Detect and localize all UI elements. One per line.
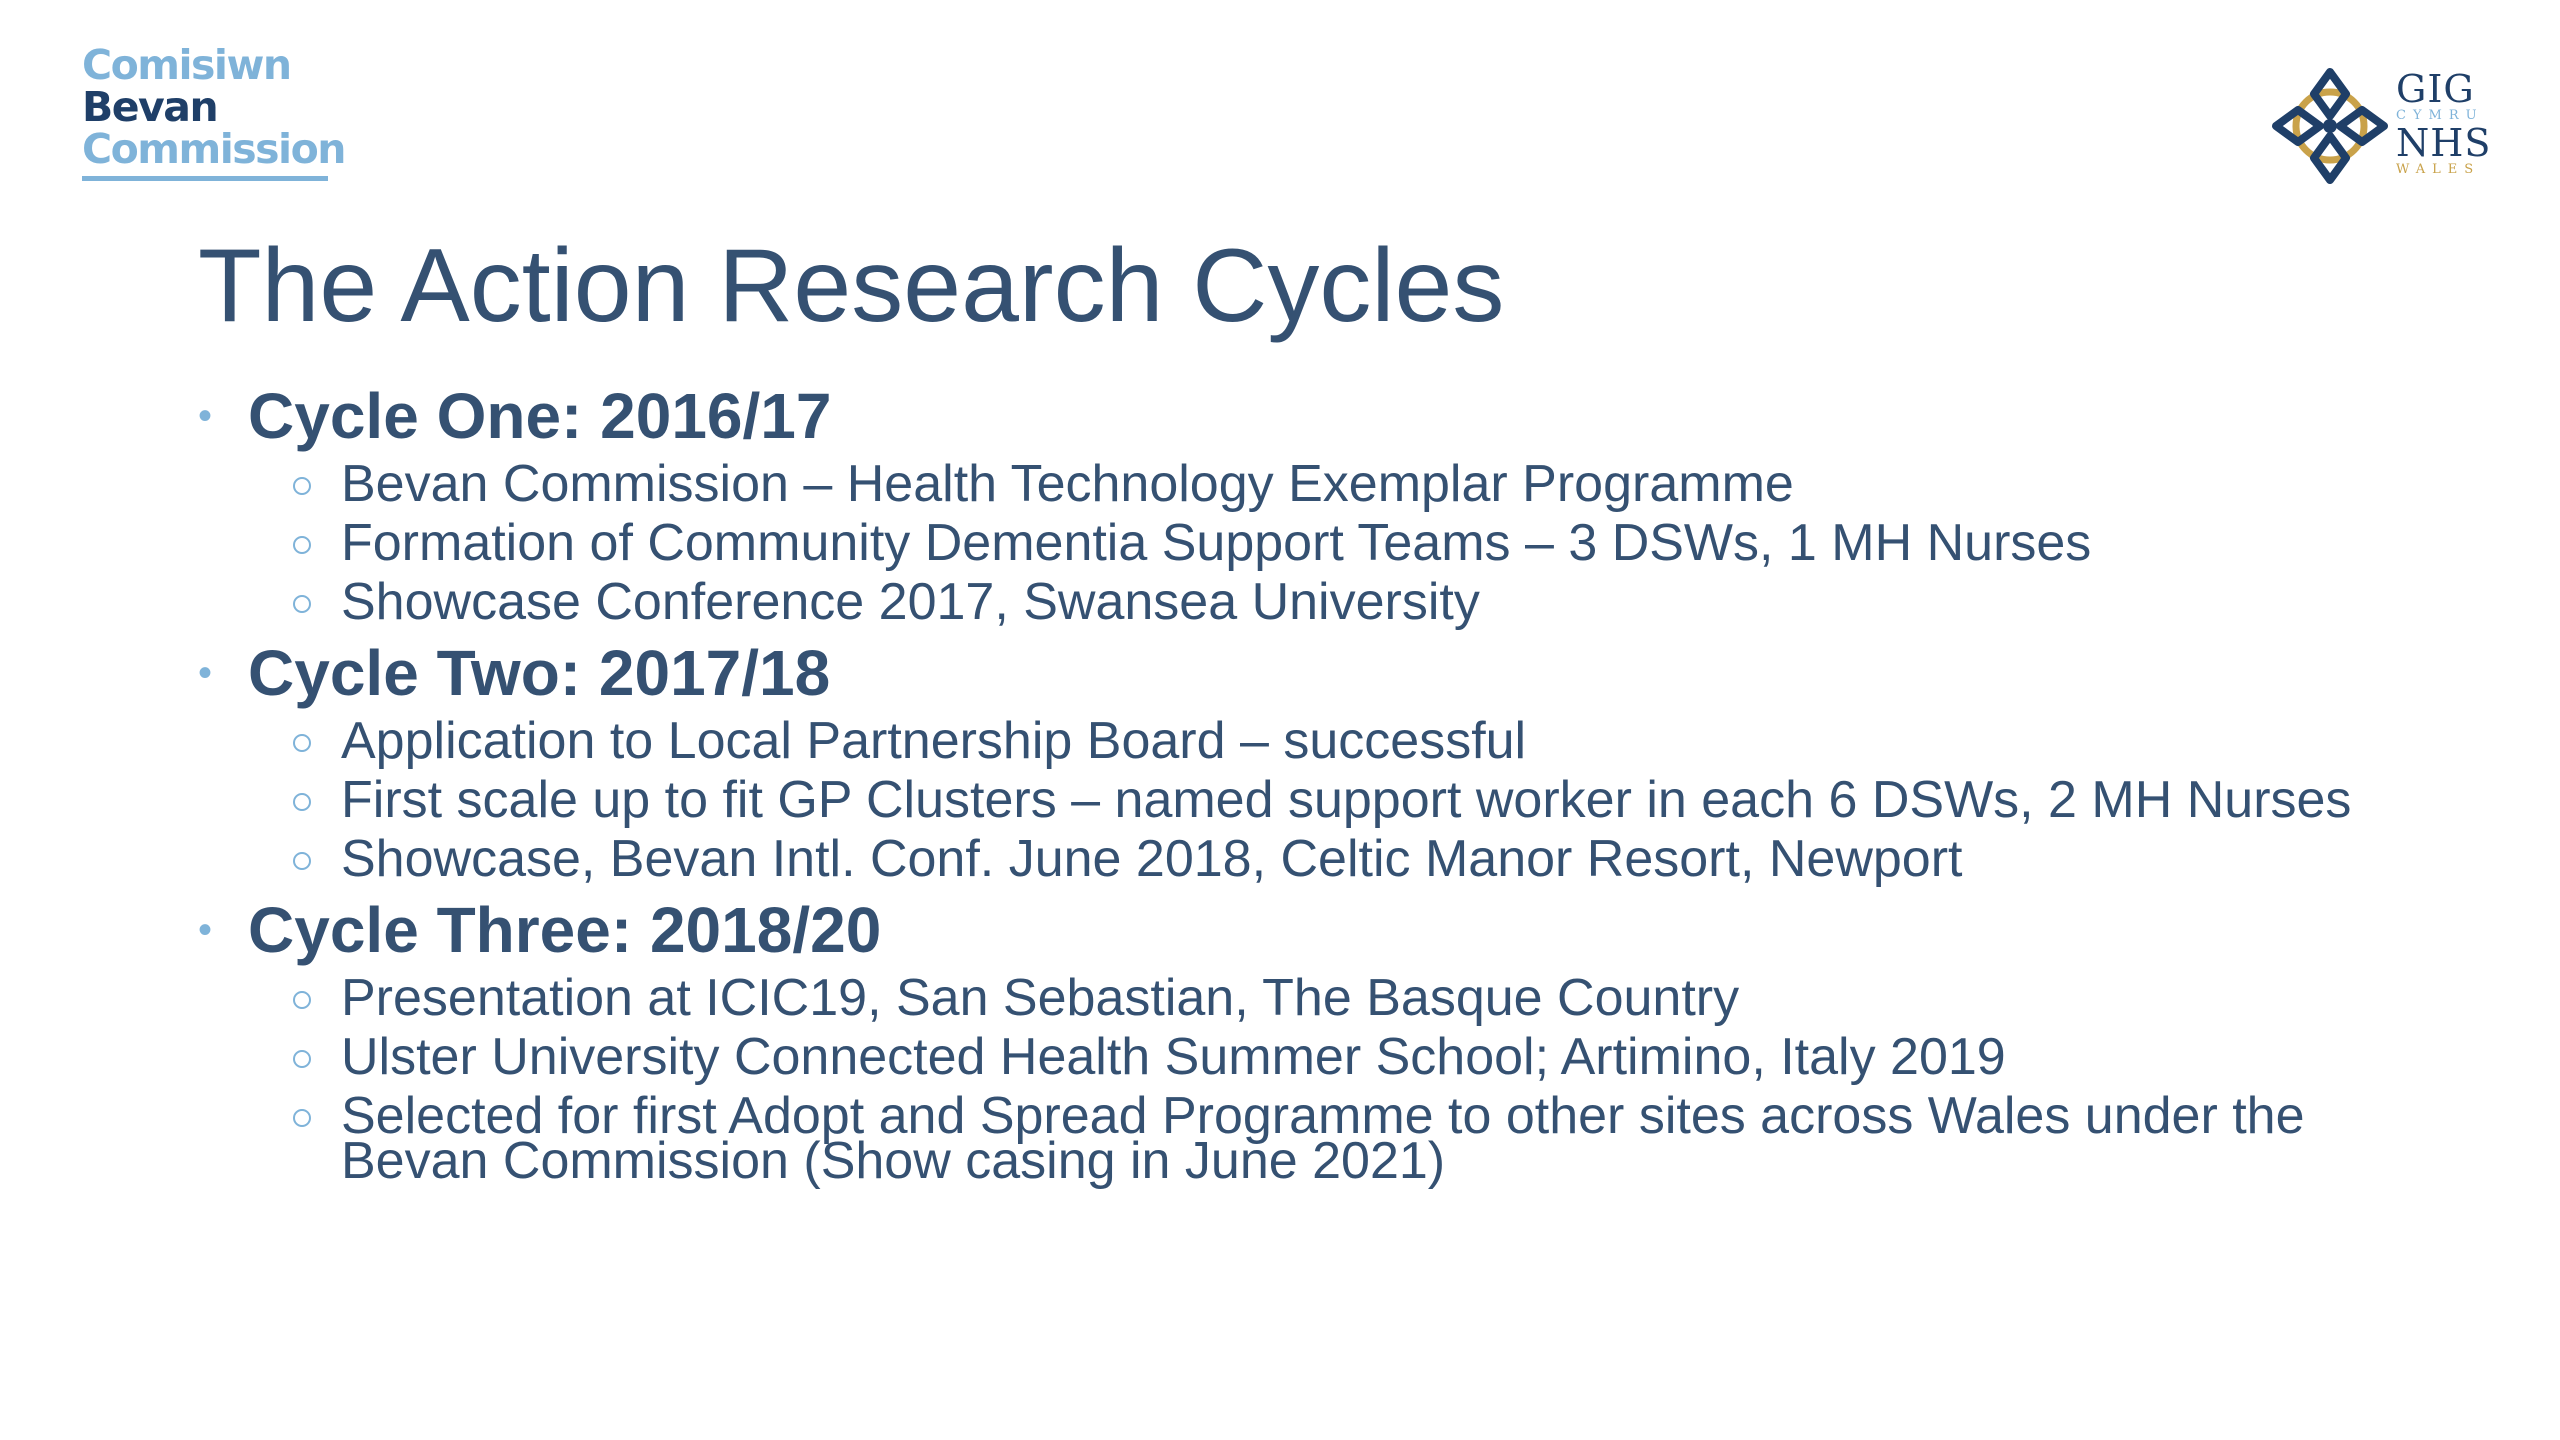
list-item	[293, 574, 2418, 633]
logo-line-2: Bevan	[82, 83, 218, 131]
list-item	[293, 515, 2418, 574]
circle-bullet-icon	[293, 536, 311, 554]
cycle-heading	[198, 633, 2418, 713]
nhs-wales-logo	[2268, 64, 2492, 184]
list-item-text: Presentation at ICIC19, San Sebastian, The Basque Country	[341, 969, 1740, 1027]
nhs-logo-line-1: GIG	[2396, 67, 2475, 111]
list-item	[293, 1029, 2418, 1088]
list-item-text: Selected for first Adopt and Spread Programme to other sites across Wales under the Bevan Commission (Show casing in June 2021)	[341, 1087, 2305, 1190]
list-item-text: First scale up to fit GP Clusters – named support worker in each 6 DSWs, 2 MH Nurses	[341, 771, 2352, 829]
list-item-text: Formation of Community Dementia Support Teams – 3 DSWs, 1 MH Nurses	[341, 514, 2092, 572]
logo-underline	[82, 176, 328, 181]
circle-bullet-icon	[293, 1050, 311, 1068]
nhs-wales-wordmark	[2396, 67, 2492, 178]
cycle-items	[293, 456, 2418, 633]
bevan-commission-logo	[82, 41, 345, 181]
list-item	[293, 970, 2418, 1029]
circle-bullet-icon	[293, 734, 311, 752]
list-item-text: Application to Local Partnership Board – successful	[341, 712, 1527, 770]
bullet-dot-icon: •	[198, 651, 213, 695]
list-item-text: Bevan Commission – Health Technology Exemplar Programme	[341, 455, 1794, 513]
list-item	[293, 1088, 2418, 1192]
list-item-text: Ulster University Connected Health Summer School; Artimino, Italy 2019	[341, 1028, 2006, 1086]
logo-line-3: Commission	[82, 125, 345, 173]
circle-bullet-icon	[293, 793, 311, 811]
circle-bullet-icon	[293, 1109, 311, 1127]
cycle-three	[198, 890, 2418, 1192]
cycle-heading-text: Cycle Three: 2018/20	[248, 894, 882, 966]
list-item	[293, 772, 2418, 831]
list-item-text: Showcase Conference 2017, Swansea University	[341, 573, 1480, 631]
nhs-logo-line-2: CYMRU	[2396, 108, 2484, 123]
list-item	[293, 456, 2418, 515]
circle-bullet-icon	[293, 595, 311, 613]
list-item	[293, 831, 2418, 890]
cycle-two	[198, 633, 2418, 890]
circle-bullet-icon	[293, 852, 311, 870]
cycle-heading-text: Cycle Two: 2017/18	[248, 637, 831, 709]
celtic-knot-icon	[2268, 64, 2392, 188]
cycle-items	[293, 713, 2418, 890]
cycles-list	[198, 376, 2418, 1192]
cycle-heading	[198, 890, 2418, 970]
cycle-heading	[198, 376, 2418, 456]
slide-title: The Action Research Cycles	[198, 228, 1505, 344]
circle-bullet-icon	[293, 477, 311, 495]
logo-line-1: Comisiwn	[82, 41, 291, 89]
circle-bullet-icon	[293, 991, 311, 1009]
nhs-logo-line-3: NHS	[2396, 121, 2492, 165]
bullet-dot-icon: •	[198, 394, 213, 438]
list-item-text: Showcase, Bevan Intl. Conf. June 2018, Celtic Manor Resort, Newport	[341, 830, 1963, 888]
cycle-one	[198, 376, 2418, 633]
nhs-logo-line-4: WALES	[2396, 162, 2481, 177]
list-item	[293, 713, 2418, 772]
bullet-dot-icon: •	[198, 908, 213, 952]
cycle-items	[293, 970, 2418, 1192]
cycle-heading-text: Cycle One: 2016/17	[248, 380, 832, 452]
